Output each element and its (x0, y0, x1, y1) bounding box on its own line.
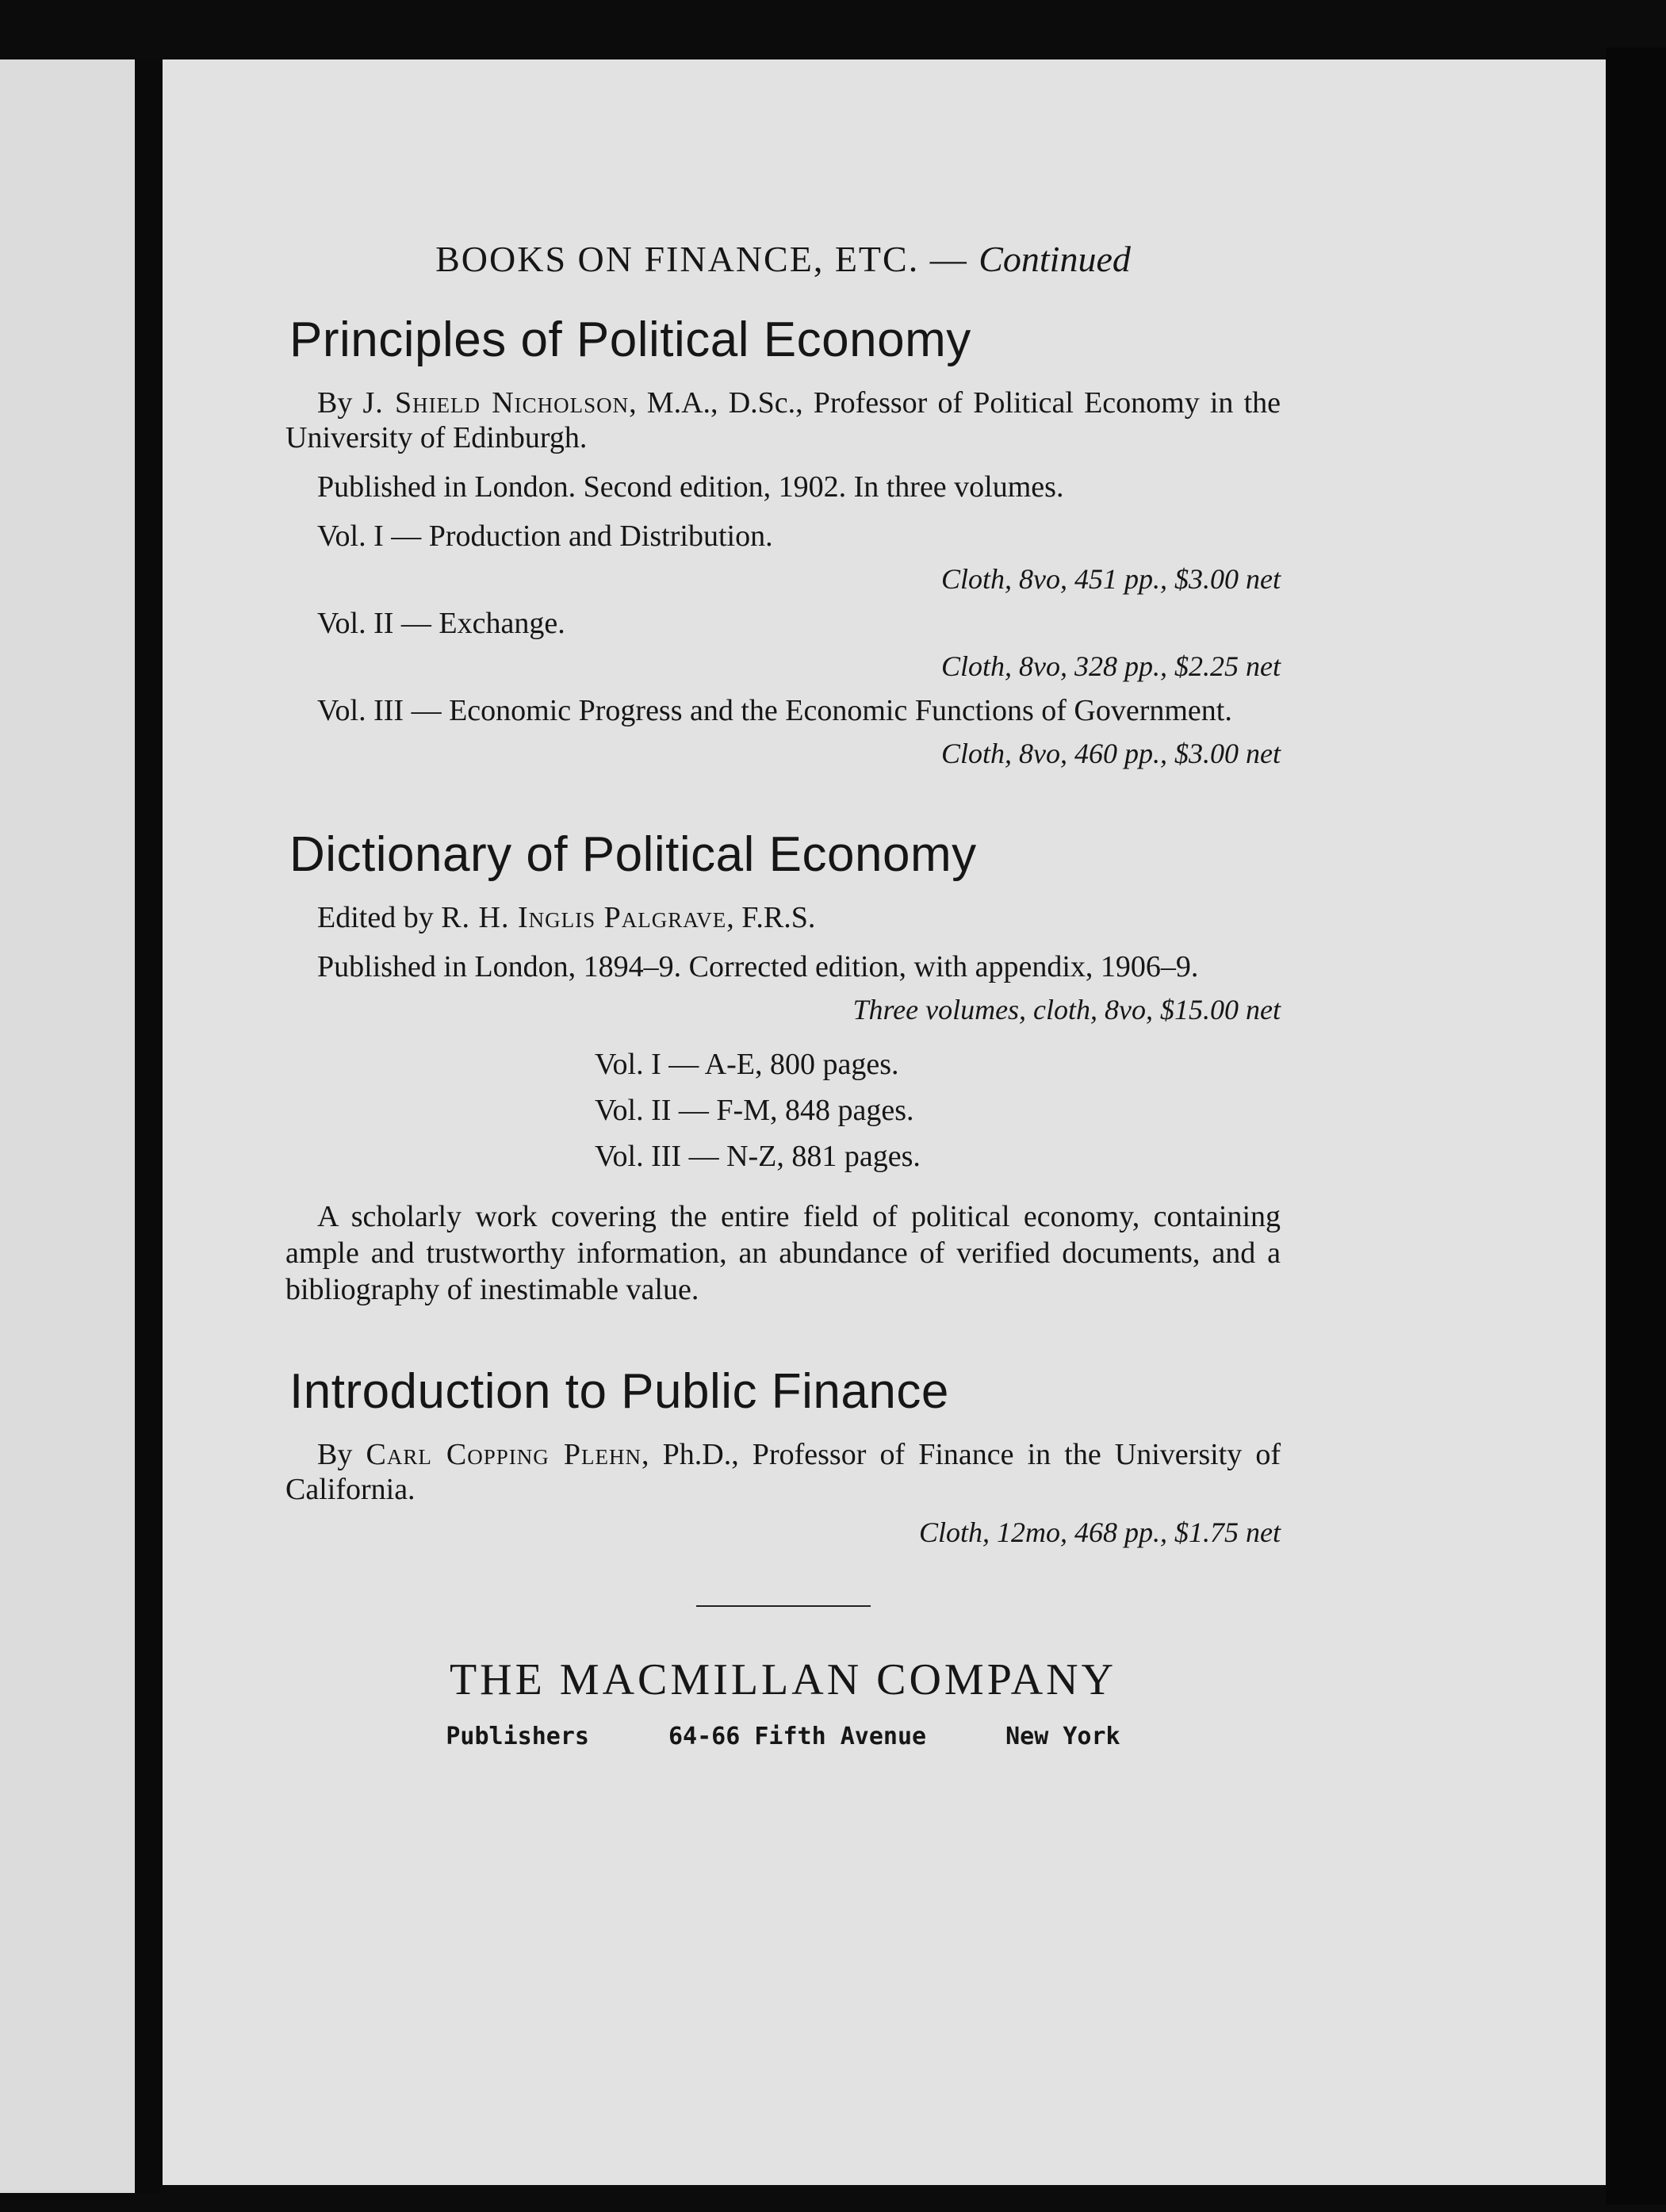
publisher-address: 64-66 Fifth Avenue (668, 1723, 927, 1750)
publisher-imprint (285, 1723, 1281, 1750)
volume-list-item: Vol. II — F-M, 848 pages. (595, 1094, 914, 1127)
page-content (285, 238, 1281, 1750)
publication-info: Published in London. Second edition, 1902. In three volumes. (317, 470, 1064, 504)
publisher-role: Publishers (446, 1723, 589, 1750)
book-entry-public-finance (285, 1363, 1281, 1550)
running-head-main: BOOKS ON FINANCE, ETC. — (435, 239, 979, 279)
author-name: Carl Copping Plehn (366, 1438, 642, 1471)
volume-label: Vol. III — Economic Progress and the Economic Functions of Government. (317, 694, 1232, 727)
book-entry-principles (285, 312, 1281, 771)
book-price: Three volumes, cloth, 8vo, $15.00 net (852, 994, 1281, 1025)
book-description: A scholarly work covering the entire field of political economy, containing ample and trustworthy information, an abundance of verified documents, and a bibliography of inestimable value. (285, 1200, 1281, 1306)
book-byline (285, 900, 1281, 935)
volume-price: Cloth, 8vo, 460 pp., $3.00 net (941, 738, 1281, 769)
volume-list-item: Vol. I — A-E, 800 pages. (595, 1048, 899, 1081)
book-entry-dictionary (285, 826, 1281, 1308)
book-title: Dictionary of Political Economy (289, 827, 977, 882)
divider-rule (696, 1605, 871, 1607)
book-byline (285, 385, 1281, 455)
publisher-city: New York (1005, 1723, 1120, 1750)
volume-price: Cloth, 8vo, 328 pp., $2.25 net (941, 650, 1281, 682)
facing-page-edge (0, 59, 149, 2193)
book-title: Principles of Political Economy (289, 312, 971, 367)
volume-label: Vol. I — Production and Distribution. (317, 519, 773, 553)
byline-suffix: , M.A., D.Sc., Professor of Political Economy in the University of Edinburgh. (285, 386, 1281, 454)
book-byline (285, 1437, 1281, 1507)
byline-suffix: , Ph.D., Professor of Finance in the University of California. (285, 1438, 1281, 1506)
running-head-continued: Continued (979, 239, 1131, 279)
byline-prefix: By (317, 1438, 366, 1471)
volume-price: Cloth, 8vo, 451 pp., $3.00 net (941, 563, 1281, 595)
author-name: J. Shield Nicholson (362, 386, 630, 420)
running-head (285, 238, 1281, 280)
volume-label: Vol. II — Exchange. (317, 607, 565, 640)
book-price: Cloth, 12mo, 468 pp., $1.75 net (919, 1516, 1281, 1548)
scan-border (1606, 48, 1666, 2205)
page-gutter (135, 59, 160, 2193)
book-title: Introduction to Public Finance (289, 1364, 949, 1419)
byline-prefix: By (317, 386, 363, 420)
byline-prefix: Edited by (317, 901, 442, 934)
volume-list (595, 1041, 1281, 1179)
publication-info: Published in London, 1894–9. Corrected edition, with appendix, 1906–9. (317, 950, 1199, 983)
author-name: R. H. Inglis Palgrave (441, 901, 727, 934)
publisher-name: THE MACMILLAN COMPANY (449, 1655, 1117, 1704)
volume-list-item: Vol. III — N-Z, 881 pages. (595, 1140, 921, 1173)
byline-suffix: , F.R.S. (726, 901, 816, 934)
